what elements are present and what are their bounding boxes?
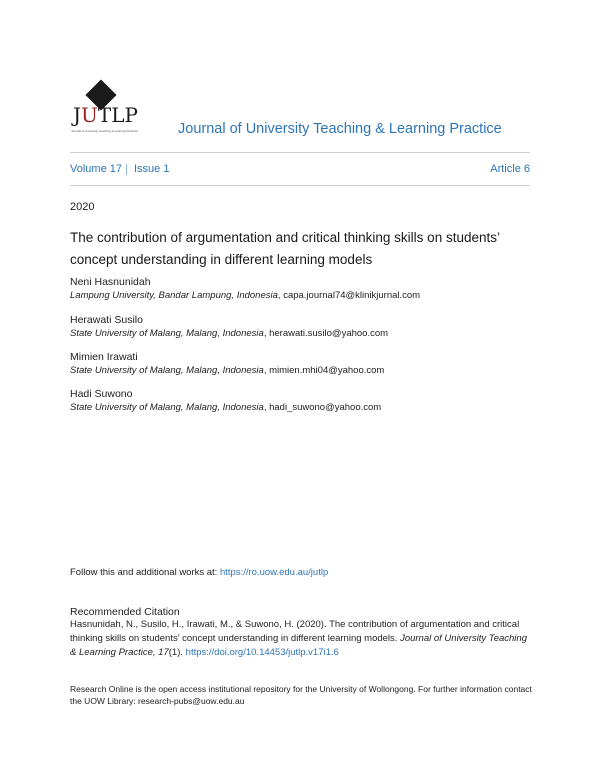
author-email[interactable]: hadi_suwono@yahoo.com	[269, 402, 382, 413]
author-block	[70, 276, 540, 302]
issue-link[interactable]: Issue 1	[134, 163, 170, 175]
author-email[interactable]: mimien.mhi04@yahoo.com	[269, 365, 385, 376]
meta-separator	[126, 164, 127, 175]
logo-wordmark: JUTLP	[73, 103, 138, 127]
doi-link[interactable]: https://doi.org/10.14453/jutlp.v17i1.6	[185, 647, 339, 658]
citation-heading: Recommended Citation	[70, 606, 180, 618]
follow-line: Follow this and additional works at: https://ro.uow.edu.au/jutlp	[70, 567, 329, 578]
divider-bottom	[70, 185, 530, 186]
divider-top	[70, 152, 530, 153]
author-affiliation: State University of Malang, Malang, Indonesia, hadi_suwono@yahoo.com	[70, 402, 382, 413]
author-block	[70, 388, 540, 414]
author-affiliation: State University of Malang, Malang, Indonesia, herawati.susilo@yahoo.com	[70, 328, 389, 339]
citation-text: Hasnunidah, N., Susilo, H., Irawati, M., & Suwono, H. (2020). The contribution of argumentation and critical thinking skills on students’ concept understanding in different learning models. Journal of University Teaching & Learning Practice, 17(1). https://doi.org/10.14453/jutlp.v17i1.6	[70, 619, 527, 658]
author-email[interactable]: herawati.susilo@yahoo.com	[269, 328, 389, 339]
repository-link[interactable]: https://ro.uow.edu.au/jutlp	[219, 567, 329, 578]
author-name: Herawati Susilo	[70, 314, 143, 326]
journal-logo	[70, 84, 138, 136]
author-email[interactable]: capa.journal74@klinikjurnal.com	[283, 290, 421, 301]
repository-footer: Research Online is the open access institutional repository for the University of Wollongong. For further information contact the UOW Library: research-pubs@uow.edu.au	[70, 684, 532, 706]
article-link[interactable]: Article 6	[490, 163, 530, 175]
volume-link[interactable]: Volume 17	[70, 163, 122, 175]
logo-tagline: Journal of University Teaching & Learning Practice	[71, 129, 138, 133]
article-title: The contribution of argumentation and critical thinking skills on students’ concept understanding in different learning models	[70, 230, 500, 267]
author-block	[70, 314, 540, 340]
author-affiliation: Lampung University, Bandar Lampung, Indonesia, capa.journal74@klinikjurnal.com	[70, 290, 421, 301]
issue-meta-row	[70, 163, 530, 177]
publication-year: 2020	[70, 201, 95, 213]
author-affiliation: State University of Malang, Malang, Indonesia, mimien.mhi04@yahoo.com	[70, 365, 385, 376]
author-name: Mimien Irawati	[70, 351, 138, 363]
author-name: Neni Hasnunidah	[70, 276, 151, 288]
author-name: Hadi Suwono	[70, 388, 133, 400]
journal-title-link[interactable]: Journal of University Teaching & Learning Practice	[178, 121, 502, 137]
author-block	[70, 351, 540, 377]
